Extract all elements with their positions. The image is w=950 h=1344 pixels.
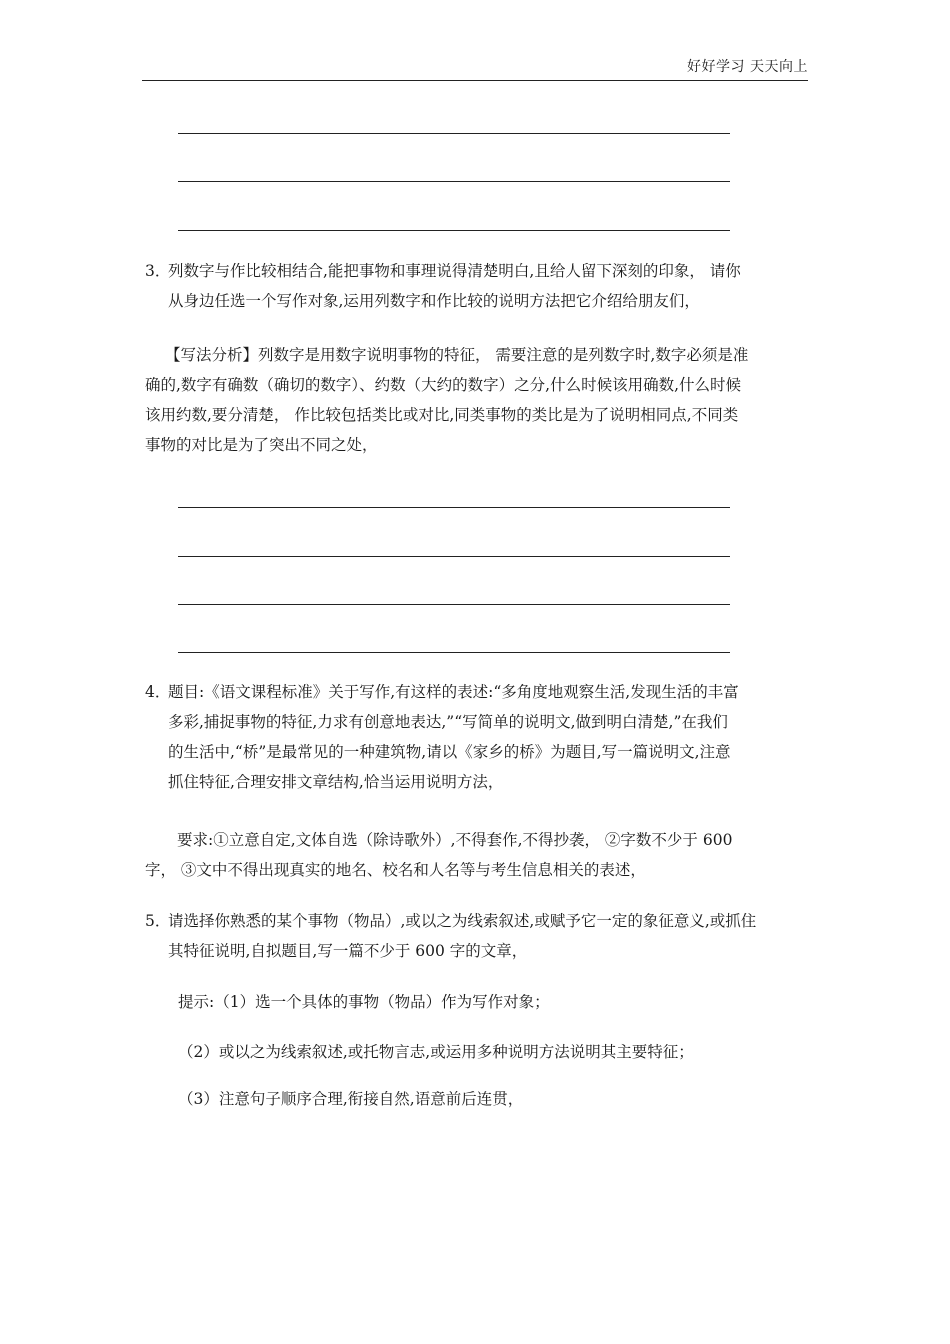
question-4-number: 4． bbox=[145, 683, 171, 701]
question-4-text bbox=[168, 677, 808, 797]
question-5-number: 5． bbox=[145, 912, 171, 930]
answer-line bbox=[178, 230, 730, 231]
answer-line bbox=[178, 133, 730, 134]
requirements bbox=[145, 825, 808, 885]
question-3-text bbox=[168, 256, 808, 316]
answer-line bbox=[178, 556, 730, 557]
question-4-line: 的生活中,“桥”是最常见的一种建筑物,请以《家乡的桥》为题目,写一篇说明文,注意 bbox=[168, 743, 731, 761]
question-5-line: 请选择你熟悉的某个事物（物品）,或以之为线索叙述,或赋予它一定的象征意义,或抓住 bbox=[168, 912, 757, 930]
question-3-line: 列数字与作比较相结合,能把事物和事理说得清楚明白,且给人留下深刻的印象， 请你 bbox=[168, 262, 741, 280]
question-3-number: 3． bbox=[145, 262, 171, 280]
answer-line bbox=[178, 181, 730, 182]
header-motto: 好好学习 天天向上 bbox=[687, 59, 808, 75]
tip-1: 提示:（1）选一个具体的事物（物品）作为写作对象； bbox=[178, 993, 550, 1011]
tip-2: （2）或以之为线索叙述,或托物言志,或运用多种说明方法说明其主要特征； bbox=[178, 1043, 694, 1061]
answer-line bbox=[178, 604, 730, 605]
analysis-line: 【写法分析】列数字是用数字说明事物的特征， 需要注意的是列数字时,数字必须是准 bbox=[165, 346, 749, 364]
tip-3: （3）注意句子顺序合理,衔接自然,语意前后连贯， bbox=[178, 1090, 524, 1108]
answer-line bbox=[178, 507, 730, 508]
answer-line bbox=[178, 652, 730, 653]
question-4-line: 抓住特征,合理安排文章结构,恰当运用说明方法， bbox=[168, 773, 504, 791]
page-header bbox=[142, 56, 808, 81]
analysis-line: 确的,数字有确数（确切的数字）、约数（大约的数字）之分,什么时候该用确数,什么时候 bbox=[145, 376, 742, 394]
question-5-line: 其特征说明,自拟题目,写一篇不少于 600 字的文章， bbox=[168, 942, 528, 960]
analysis-line: 事物的对比是为了突出不同之处， bbox=[145, 436, 378, 454]
question-4-line: 题目:《语文课程标准》关于写作,有这样的表述:“多角度地观察生活,发现生活的丰富 bbox=[168, 683, 739, 701]
requirements-line: 要求:①立意自定,文体自选（除诗歌外）,不得套作,不得抄袭， ②字数不少于 600 bbox=[177, 831, 733, 849]
requirements-line: 字， ③文中不得出现真实的地名、校名和人名等与考生信息相关的表述， bbox=[145, 861, 646, 879]
question-3-line: 从身边任选一个写作对象,运用列数字和作比较的说明方法把它介绍给朋友们， bbox=[168, 292, 700, 310]
writing-analysis bbox=[145, 340, 808, 460]
question-5-text bbox=[168, 906, 808, 966]
question-4-line: 多彩,捕捉事物的特征,力求有创意地表达,”“写简单的说明文,做到明白清楚,”在我们 bbox=[168, 713, 728, 731]
analysis-line: 该用约数,要分清楚， 作比较包括类比或对比,同类事物的类比是为了说明相同点,不同类 bbox=[145, 406, 739, 424]
